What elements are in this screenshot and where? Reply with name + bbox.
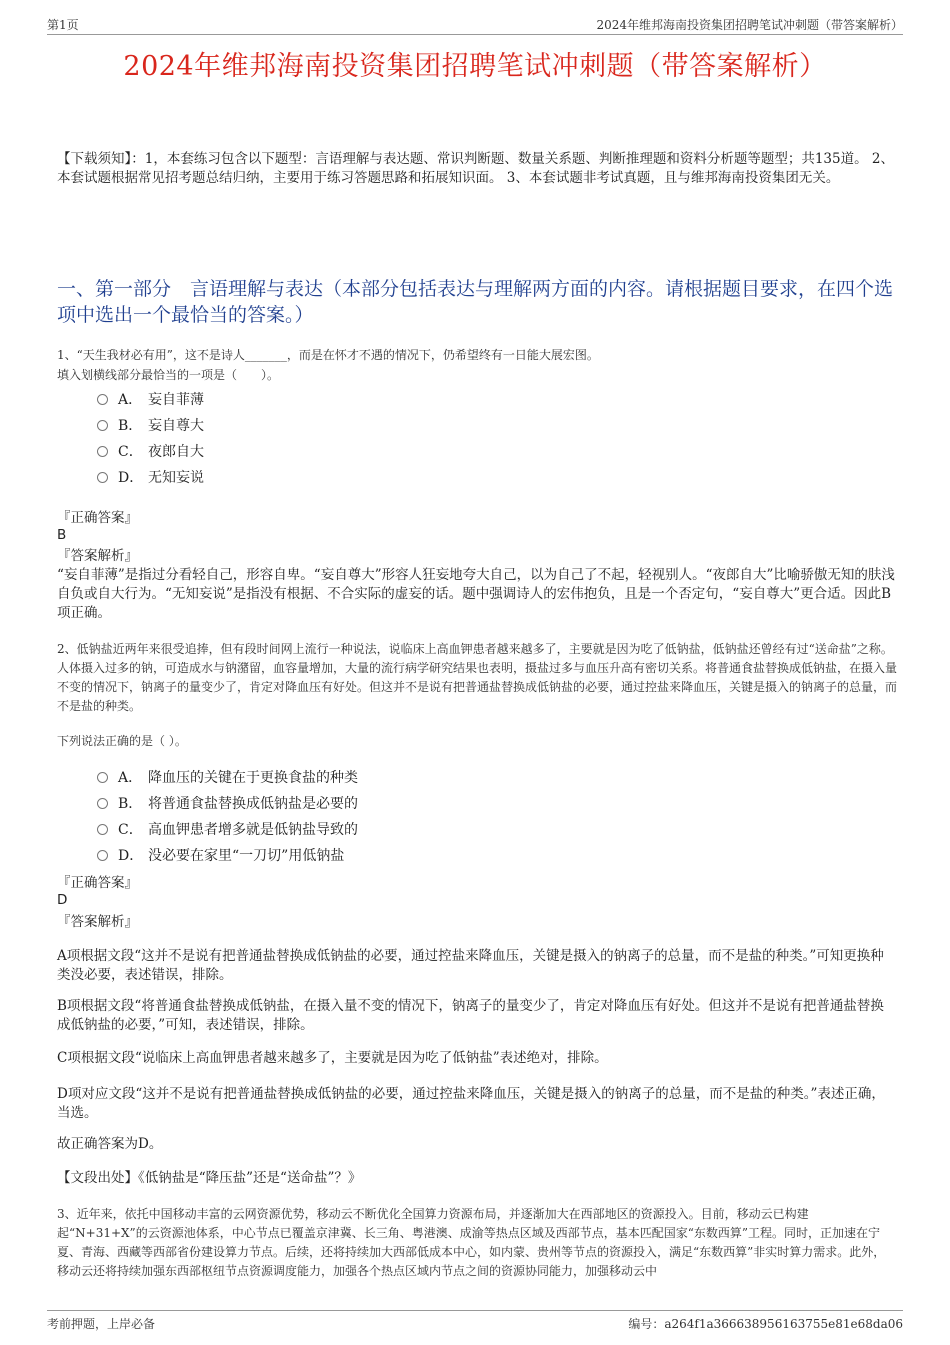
q1-analysis-label: 『答案解析』: [57, 548, 138, 564]
radio-icon[interactable]: [97, 850, 108, 861]
q1-option-c[interactable]: C． 夜郎自大: [95, 438, 204, 464]
q2-analysis-c: C项根据文段“说临床上高血钾患者越来越多了，主要就是因为吃了低钠盐”表述绝对，排除。: [57, 1050, 608, 1066]
q1-option-d[interactable]: D． 无知妄说: [95, 464, 204, 490]
q2-option-c[interactable]: C． 高血钾患者增多就是低钠盐导致的: [95, 816, 358, 842]
document-title: 2024年维邦海南投资集团招聘笔试冲刺题（带答案解析）: [123, 51, 827, 82]
download-notice: 【下载须知】：1，本套练习包含以下题型：言语理解与表达题、常识判断题、数量关系题、判断推理题和资料分析题等题型；共135道。 2、本套试题根据常见招考题总结归纳，主要用于练习答题思路和拓展知识面。 3、本套试题非考试真题，且与维邦海南投资集团无关。: [57, 151, 894, 186]
q1-answer-label: 『正确答案』: [57, 510, 138, 526]
section-heading: 一、第一部分 言语理解与表达（本部分包括表达与理解两方面的内容。请根据题目要求，在四个选项中选出一个最恰当的答案。）: [57, 278, 894, 326]
q1-options: [95, 386, 204, 490]
q1-option-b[interactable]: B． 妄自尊大: [95, 412, 204, 438]
q3-stem: 3、近年来，依托中国移动丰富的云网资源优势，移动云不断优化全国算力资源布局，并逐渐加大在西部地区的资源投入。目前，移动云已构建起“N+31+X”的云资源池体系，中心节点已覆盖京津冀、长三角、粤港澳、成渝等热点区域及西部节点，基本匹配国家“东数西算”工程。同时，正加速在宁夏、青海、西藏等西部省份建设算力节点。后续，还将持续加大西部低成本中心，如内蒙、贵州等节点的资源投入，满足“东数西算”非实时算力需求。此外，移动云还将持续加强东西部枢纽节点资源调度能力，加强各个热点区域内节点之间的资源协同能力，加强移动云中: [57, 1207, 886, 1278]
q2-analysis-b: B项根据文段“将普通食盐替换成低钠盐，在摄入量不变的情况下，钠离子的量变少了，肯定对降血压有好处。但这并不是说有把普通盐替换成低钠盐的必要，”可知，表述错误，排除。: [57, 998, 884, 1033]
q2-option-b[interactable]: B． 将普通食盐替换成低钠盐是必要的: [95, 790, 358, 816]
footer-slogan: 考前押题，上岸必备: [47, 1317, 156, 1331]
q1-option-a[interactable]: A． 妄自菲薄: [95, 386, 204, 412]
q2-option-a[interactable]: A． 降血压的关键在于更换食盐的种类: [95, 764, 358, 790]
radio-icon[interactable]: [97, 394, 108, 405]
q1-stem: 1、“天生我材必有用”，这不是诗人_______，而是在怀才不遇的情况下，仍希望终有一日能大展宏图。: [57, 348, 599, 362]
q2-analysis-a: A项根据文段“这并不是说有把普通盐替换成低钠盐的必要，通过控盐来降血压，关键是摄入的钠离子的总量，而不是盐的种类。”可知更换种类没必要，表述错误，排除。: [57, 948, 884, 983]
q2-conclusion: 故正确答案为D。: [57, 1136, 163, 1152]
q2-prompt: 下列说法正确的是（ ）。: [57, 734, 187, 748]
q2-option-d[interactable]: D． 没必要在家里“一刀切”用低钠盐: [95, 842, 358, 868]
radio-icon[interactable]: [97, 420, 108, 431]
q1-prompt: 填入划横线部分最恰当的一项是（ ）。: [57, 368, 280, 382]
q2-source: 【文段出处】《低钠盐是“降压盐”还是“送命盐”？》: [57, 1170, 362, 1186]
footer-serial: 编号：a264f1a366638956163755e81e68da06: [628, 1317, 903, 1331]
q1-answer: B: [57, 527, 67, 543]
radio-icon[interactable]: [97, 446, 108, 457]
q2-answer-label: 『正确答案』: [57, 875, 138, 891]
q2-analysis-d: D项对应文段“这并不是说有把普通盐替换成低钠盐的必要，通过控盐来降血压，关键是摄入的钠离子的总量，而不是盐的种类。”表述正确，当选。: [57, 1086, 885, 1121]
radio-icon[interactable]: [97, 824, 108, 835]
radio-icon[interactable]: [97, 772, 108, 783]
q1-analysis: “妄自菲薄”是指过分看轻自己，形容自卑。“妄自尊大”形容人狂妄地夸大自己，以为自己了不起，轻视别人。“夜郎自大”比喻骄傲无知的肤浅自负或自大行为。“无知妄说”是指没有根据、不合实际的虚妄的话。题中强调诗人的宏伟抱负，且是一个否定句，“妄自尊大”更合适。因此B项正确。: [57, 567, 895, 621]
q2-analysis-label: 『答案解析』: [57, 914, 138, 930]
page-header: [47, 14, 903, 35]
q2-options: [95, 764, 358, 868]
q2-answer: D: [57, 892, 68, 908]
page-footer: [47, 1310, 903, 1331]
radio-icon[interactable]: [97, 798, 108, 809]
q2-stem: 2、低钠盐近两年来很受追捧，但有段时间网上流行一种说法，说临床上高血钾患者越来越多了，主要就是因为吃了低钠盐，低钠盐还曾经有过“送命盐”之称。人体摄入过多的钠，可造成水与钠潴留，血容量增加，大量的流行病学研究结果也表明，摄盐过多与血压升高有密切关系。将普通食盐替换成低钠盐，在摄入量不变的情况下，钠离子的量变少了，肯定对降血压有好处。但这并不是说有把普通盐替换成低钠盐的必要，通过控盐来降血压，关键是摄入的钠离子的总量，而不是盐的种类。: [57, 642, 898, 713]
page-number: 第1页: [47, 18, 79, 32]
radio-icon[interactable]: [97, 472, 108, 483]
header-doc-title: 2024年维邦海南投资集团招聘笔试冲刺题（带答案解析）: [596, 18, 903, 32]
